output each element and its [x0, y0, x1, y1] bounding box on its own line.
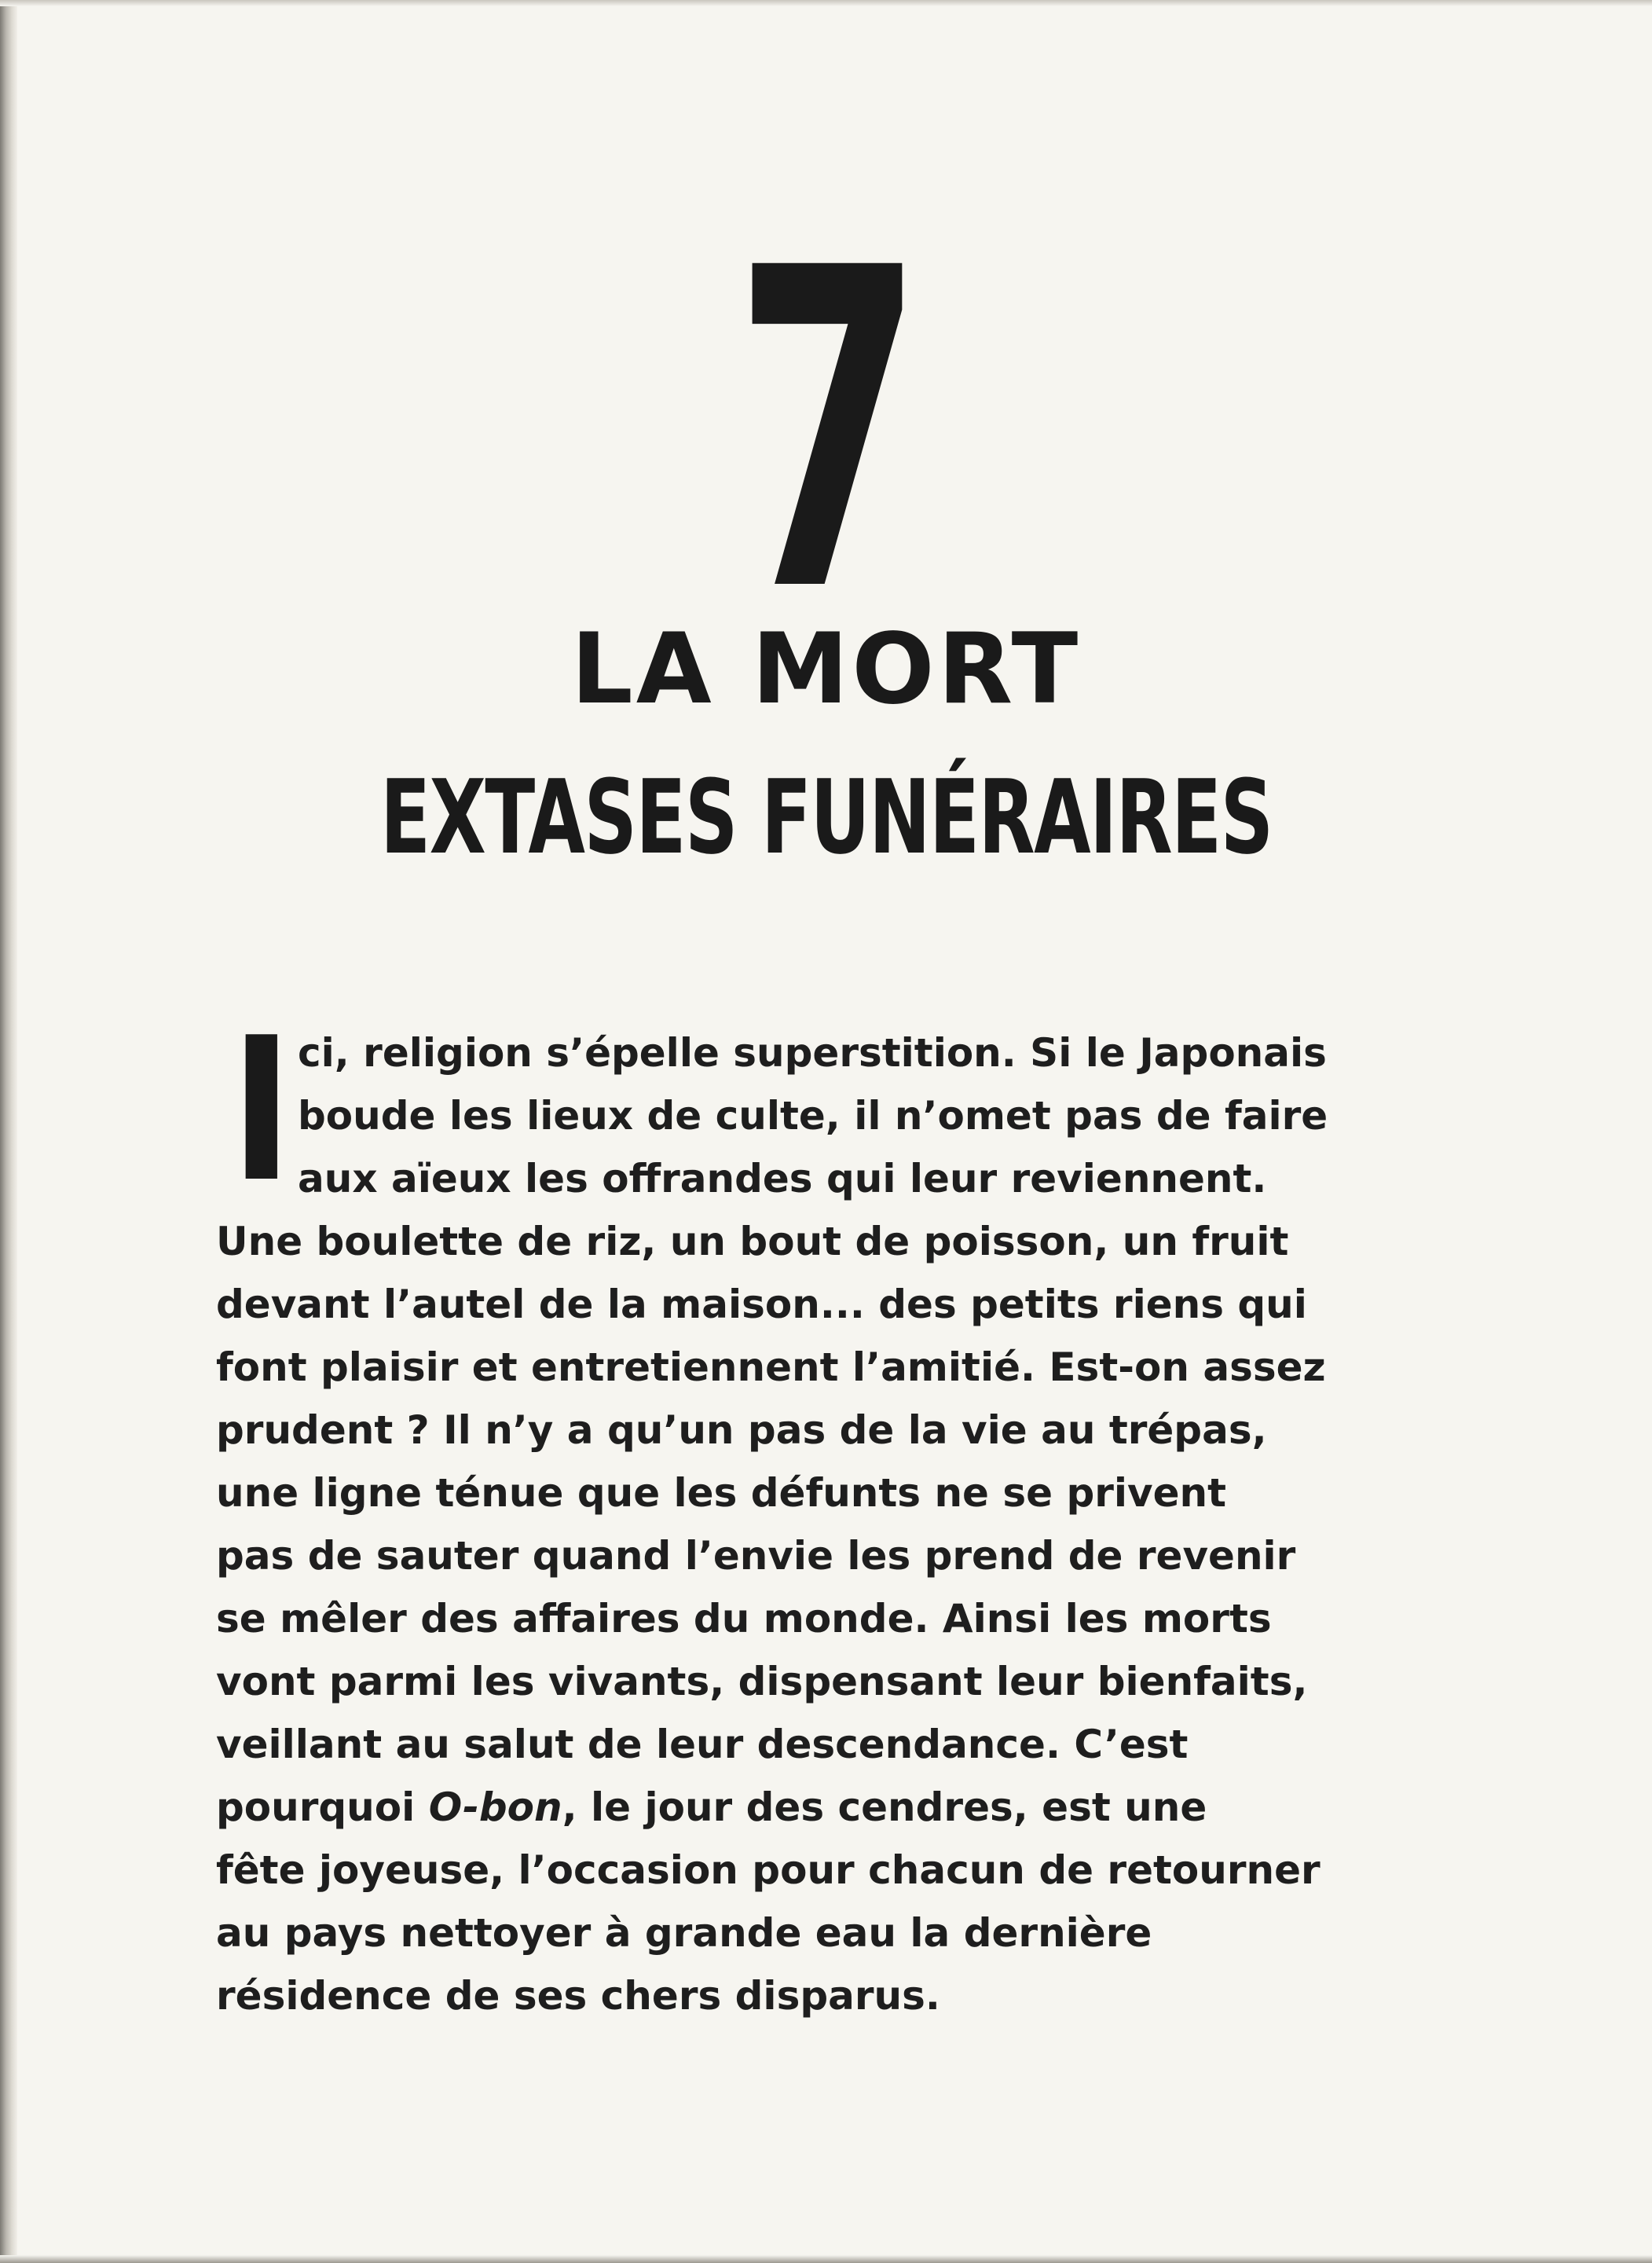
text-line: prudent ? Il n’y a qu’un pas de la vie au trépas, [216, 1407, 1267, 1453]
page-bottom-edge [0, 2255, 1652, 2263]
text-line: veillant au salut de leur descendance. C’est [216, 1722, 1189, 1767]
text-line: fête joyeuse, l’occasion pour chacun de retourner [216, 1847, 1321, 1893]
chapter-title: LA MORT [570, 613, 1082, 726]
italic-term-o-bon: O-bon [428, 1784, 562, 1830]
text-segment: , le jour des cendres, est une [562, 1784, 1207, 1830]
text-line: boude les lieux de culte, il n’omet pas de faire [298, 1093, 1328, 1139]
text-line-with-italic [216, 1776, 1347, 1839]
text-line: devant l’autel de la maison... des petits riens qui [216, 1282, 1307, 1327]
chapter-number: 7 [734, 176, 919, 688]
text-line: pas de sauter quand l’envie les prend de revenir [216, 1533, 1296, 1579]
text-segment: pourquoi [216, 1784, 429, 1830]
chapter-intro-paragraph [216, 996, 1347, 2027]
text-line: ci, religion s’épelle superstition. Si le Japonais [298, 1030, 1327, 1076]
chapter-subtitle: EXTASES FUNÉRAIRES [380, 757, 1273, 877]
text-line: une ligne ténue que les défunts ne se privent [216, 1470, 1227, 1516]
text-line: résidence de ses chers disparus. [216, 1973, 940, 2019]
text-line: se mêler des affaires du monde. Ainsi les morts [216, 1596, 1272, 1641]
dropcap-letter: I [230, 996, 293, 1226]
text-line: vont parmi les vivants, dispensant leur bienfaits, [216, 1659, 1308, 1704]
text-line: font plaisir et entretiennent l’amitié. Est-on assez [216, 1344, 1326, 1390]
text-line: au pays nettoyer à grande eau la dernière [216, 1910, 1152, 1956]
text-line: Une boulette de riz, un bout de poisson, un fruit [216, 1219, 1289, 1264]
text-line: aux aïeux les offrandes qui leur reviennent. [298, 1156, 1267, 1201]
page-top-edge [0, 0, 1652, 6]
page-spine-shadow [0, 0, 17, 2263]
